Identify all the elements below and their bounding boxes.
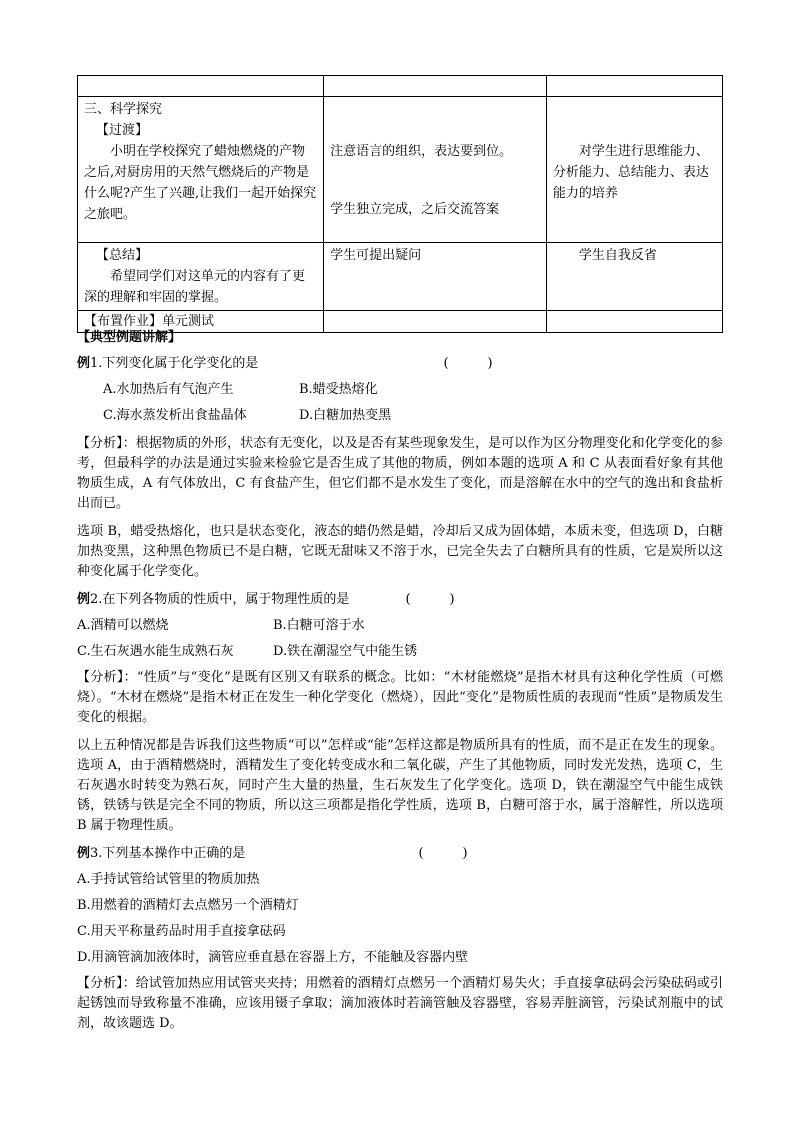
examples-section [77,328,723,1034]
example-2 [77,590,723,836]
section-title: 【典型例题讲解】 [77,330,182,345]
example-label: 例 [77,592,91,607]
example-3 [77,844,723,1034]
activity-note: 学生独立完成，之后交流答案 [330,202,500,217]
option: D.白糖加热变黑 [299,408,392,423]
option: B.用燃着的酒精灯去点燃另一个酒精灯 [77,898,299,913]
table-cell [78,243,324,311]
activity-note: 学生可提出疑问 [330,248,422,263]
option: C.用天平称量药品时用手直接拿砝码 [77,924,286,939]
example-number: 1. [90,356,103,371]
lesson-plan-table [77,75,723,333]
homework-text: 【布置作业】单元测试 [84,314,215,329]
example-number: 3. [90,846,103,861]
example-label: 例 [77,846,91,861]
summary-label: 【总结】 [96,248,149,263]
options-row [77,380,723,400]
table-cell [546,76,722,97]
example-number: 2. [90,592,103,607]
analysis-paragraph: 选项 B，蜡受热熔化，也只是状态变化，液态的蜡仍然是蜡，冷却后又成为固体蜡，本质未变，但选项 D，白糖加热变黑，这种黑色物质已不是白糖，它既无甜味又不溶于水，已完全失去了白糖所具有的性质，它是炭所以这种变化属于化学变化。 [77,524,723,579]
option: B.白糖可溶于水 [273,618,365,633]
option: D.铁在潮湿空气中能生锈 [273,644,418,659]
table-cell [324,76,547,97]
example-1 [77,354,723,582]
option: C.生石灰遇水能生成熟石灰 [77,644,234,659]
summary-text: 希望同学们对这单元的内容有了更深的理解和牢固的掌握。 [84,269,306,305]
question [77,354,723,374]
table-cell [324,243,547,311]
example-label: 例 [77,356,91,371]
question [77,844,723,864]
option: C.海水蒸发析出食盐晶体 [103,408,247,423]
options-row [77,642,723,662]
option: A.水加热后有气泡产生 [103,382,234,397]
option: A.手持试管给试管里的物质加热 [77,872,260,887]
table-row [78,76,723,97]
options-row [77,616,723,636]
analysis-paragraph: 【分析】：“性质”与“变化”是既有区别又有联系的概念。比如：“木材能燃烧”是指木材具有这种化学性质（可燃烧）。“木材在燃烧”是指木材正在发生一种化学变化（燃烧），因此“变化”是物质性质的表现而“性质”是物质发生变化的根据。 [77,670,723,725]
table-row [78,97,723,243]
table-cell [546,97,722,243]
transition-text: 小明在学校探究了蜡烛燃烧的产物之后,对厨房用的天然气燃烧后的产物是什么呢?产生了兴趣,让我们一起开始探究之旅吧。 [84,144,317,222]
question-text: 在下列各物质的性质中，属于物理性质的是 [102,592,350,607]
activity-note: 注意语言的组织，表达要到位。 [330,144,513,159]
option: D.用滴管滴加液体时，滴管应垂直悬在容器上方，不能触及容器内壁 [77,950,469,965]
design-intent: 对学生进行思维能力、分析能力、总结能力、表达能力的培养 [552,144,709,201]
analysis-paragraph: 以上五种情况都是告诉我们这些物质“可以”怎样或“能”怎样这都是物质所具有的性质，而不是正在发生的现象。选项 A，由于酒精燃烧时，酒精发生了变化转变成水和二氧化碳，产生了其他物质，同时发光发热，选项 C，生石灰遇水时转变为熟石灰，同时产生大量的热量，生石灰发生了化学变化。选项 D，铁在潮湿空气中能生成铁锈，铁锈与铁是完全不同的物质，所以这三项都是指化学性质，选项 B，白糖可溶于水，属于溶解性，所以选项 B 属于物理性质。 [77,738,723,833]
options-row [77,406,723,426]
transition-label: 【过渡】 [96,123,149,138]
question-text: 下列基本操作中正确的是 [102,846,246,861]
answer-blank: ( ) [405,592,455,607]
table-row [78,243,723,311]
analysis-paragraph: 【分析】：给试管加热应用试管夹夹持；用燃着的酒精灯点燃另一个酒精灯易失火；手直接拿砝码会污染砝码或引起锈蚀而导致称量不准确，应该用镊子拿取；滴加液体时若滴管触及容器壁，容易弄脏滴管，污染试剂瓶中的试剂，故该题选 D。 [77,976,723,1031]
option: A.酒精可以燃烧 [77,618,169,633]
answer-blank: ( ) [418,846,468,861]
table-cell [546,243,722,311]
question [77,590,723,610]
design-intent: 学生自我反省 [578,248,657,263]
question-text: 下列变化属于化学变化的是 [102,356,259,371]
analysis-paragraph: 【分析】：根据物质的外形，状态有无变化，以及是否有某些现象发生，是可以作为区分物理变化和化学变化的参考，但最科学的办法是通过实验来检验它是否生成了其他的物质，例如本题的选项 A 和 C 从表面看好象有其他物质生成，A 有气体放出，C 有食盐产生，但它们都不是水发生了变化，而是溶解在水中的空气的逸出和食盐析出而已。 [77,436,723,511]
answer-blank: ( ) [443,356,493,371]
option: B.蜡受热熔化 [299,382,378,397]
section-heading: 三、科学探究 [84,102,163,117]
table-cell [324,97,547,243]
table-cell [78,97,324,243]
table-cell [78,76,324,97]
